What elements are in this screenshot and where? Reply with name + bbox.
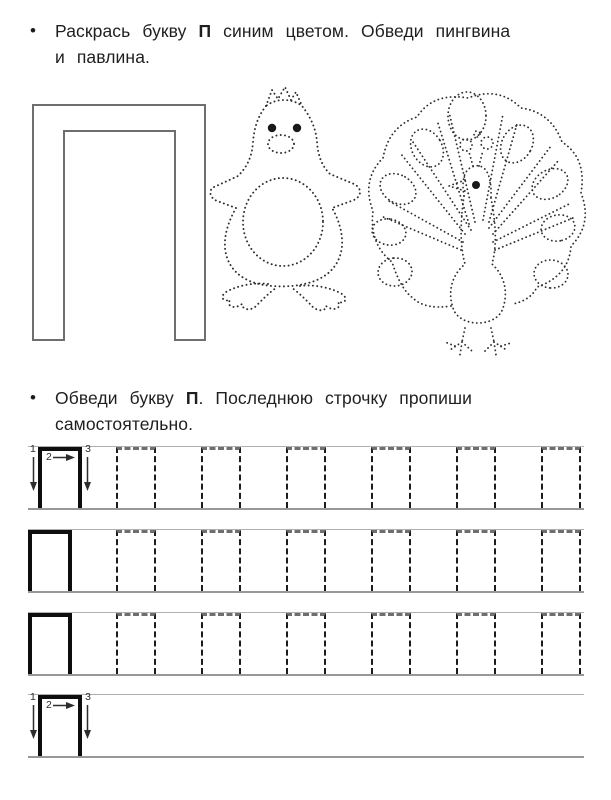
dashed-letter-p <box>286 447 326 508</box>
dashed-letter-p <box>116 613 156 674</box>
instruction-1-line2: и павлина. <box>55 47 150 67</box>
bold-letter-p <box>28 530 72 591</box>
practice-row-1 <box>28 443 584 510</box>
stroke-number-3: 3 <box>85 691 91 703</box>
dashed-letter-p <box>201 447 241 508</box>
penguin-dotted-outline <box>206 84 366 314</box>
dashed-letter-p <box>371 530 411 591</box>
dashed-letter-p <box>371 447 411 508</box>
instruction-2-text <box>55 385 577 437</box>
practice-row-2 <box>28 529 584 593</box>
practice-row-4 <box>28 691 584 758</box>
bold-letter-p <box>30 443 91 508</box>
dashed-letter-p <box>116 530 156 591</box>
instruction-2-line1 <box>55 385 577 411</box>
dashed-letter-p <box>116 447 156 508</box>
stroke-number-2: 2 <box>46 451 52 463</box>
dashed-letter-p <box>286 613 326 674</box>
bullet-icon: • <box>30 388 36 407</box>
instruction-2-bold-letter: П <box>185 388 199 408</box>
stroke-arrow-right-icon <box>53 701 75 710</box>
instruction-1-text <box>55 18 577 70</box>
stroke-number-1: 1 <box>30 691 36 703</box>
stroke-number-2: 2 <box>46 699 52 711</box>
stroke-arrow-down-icon <box>83 705 92 739</box>
dashed-letter-p <box>201 530 241 591</box>
letter-P-outline <box>30 103 208 343</box>
instruction-2-line1-post: . Последнюю строчку пропиши <box>198 388 472 408</box>
instruction-2-line2: самостоятельно. <box>55 414 194 434</box>
peacock-dotted-outline <box>365 84 601 368</box>
dashed-letter-p <box>541 447 581 508</box>
instruction-1-line1-post: синим цветом. Обведи пингвина <box>211 21 511 41</box>
stroke-arrow-down-icon <box>83 457 92 491</box>
stroke-arrow-right-icon <box>53 453 75 462</box>
bold-letter-p <box>30 691 91 756</box>
stroke-order-guides <box>30 443 91 508</box>
dashed-letter-p <box>541 530 581 591</box>
bold-letter-p <box>28 613 72 674</box>
dashed-letter-p <box>456 613 496 674</box>
practice-row-3 <box>28 612 584 676</box>
stroke-number-3: 3 <box>85 443 91 455</box>
instruction-1-line1-pre: Раскрась букву <box>55 21 199 41</box>
bullet-icon: • <box>30 21 36 40</box>
stroke-arrow-down-icon <box>29 457 38 491</box>
instruction-1-bold-letter: П <box>198 21 212 41</box>
stroke-arrow-down-icon <box>29 705 38 739</box>
dashed-letter-p <box>456 447 496 508</box>
dashed-letter-p <box>541 613 581 674</box>
instruction-2 <box>28 385 580 437</box>
dashed-letter-p <box>201 613 241 674</box>
stroke-order-guides <box>30 691 91 756</box>
dashed-letter-p <box>371 613 411 674</box>
instruction-1-line1 <box>55 18 577 44</box>
instruction-2-line1-pre: Обведи букву <box>55 388 186 408</box>
instruction-1 <box>28 18 580 70</box>
dashed-letter-p <box>286 530 326 591</box>
stroke-number-1: 1 <box>30 443 36 455</box>
dashed-letter-p <box>456 530 496 591</box>
